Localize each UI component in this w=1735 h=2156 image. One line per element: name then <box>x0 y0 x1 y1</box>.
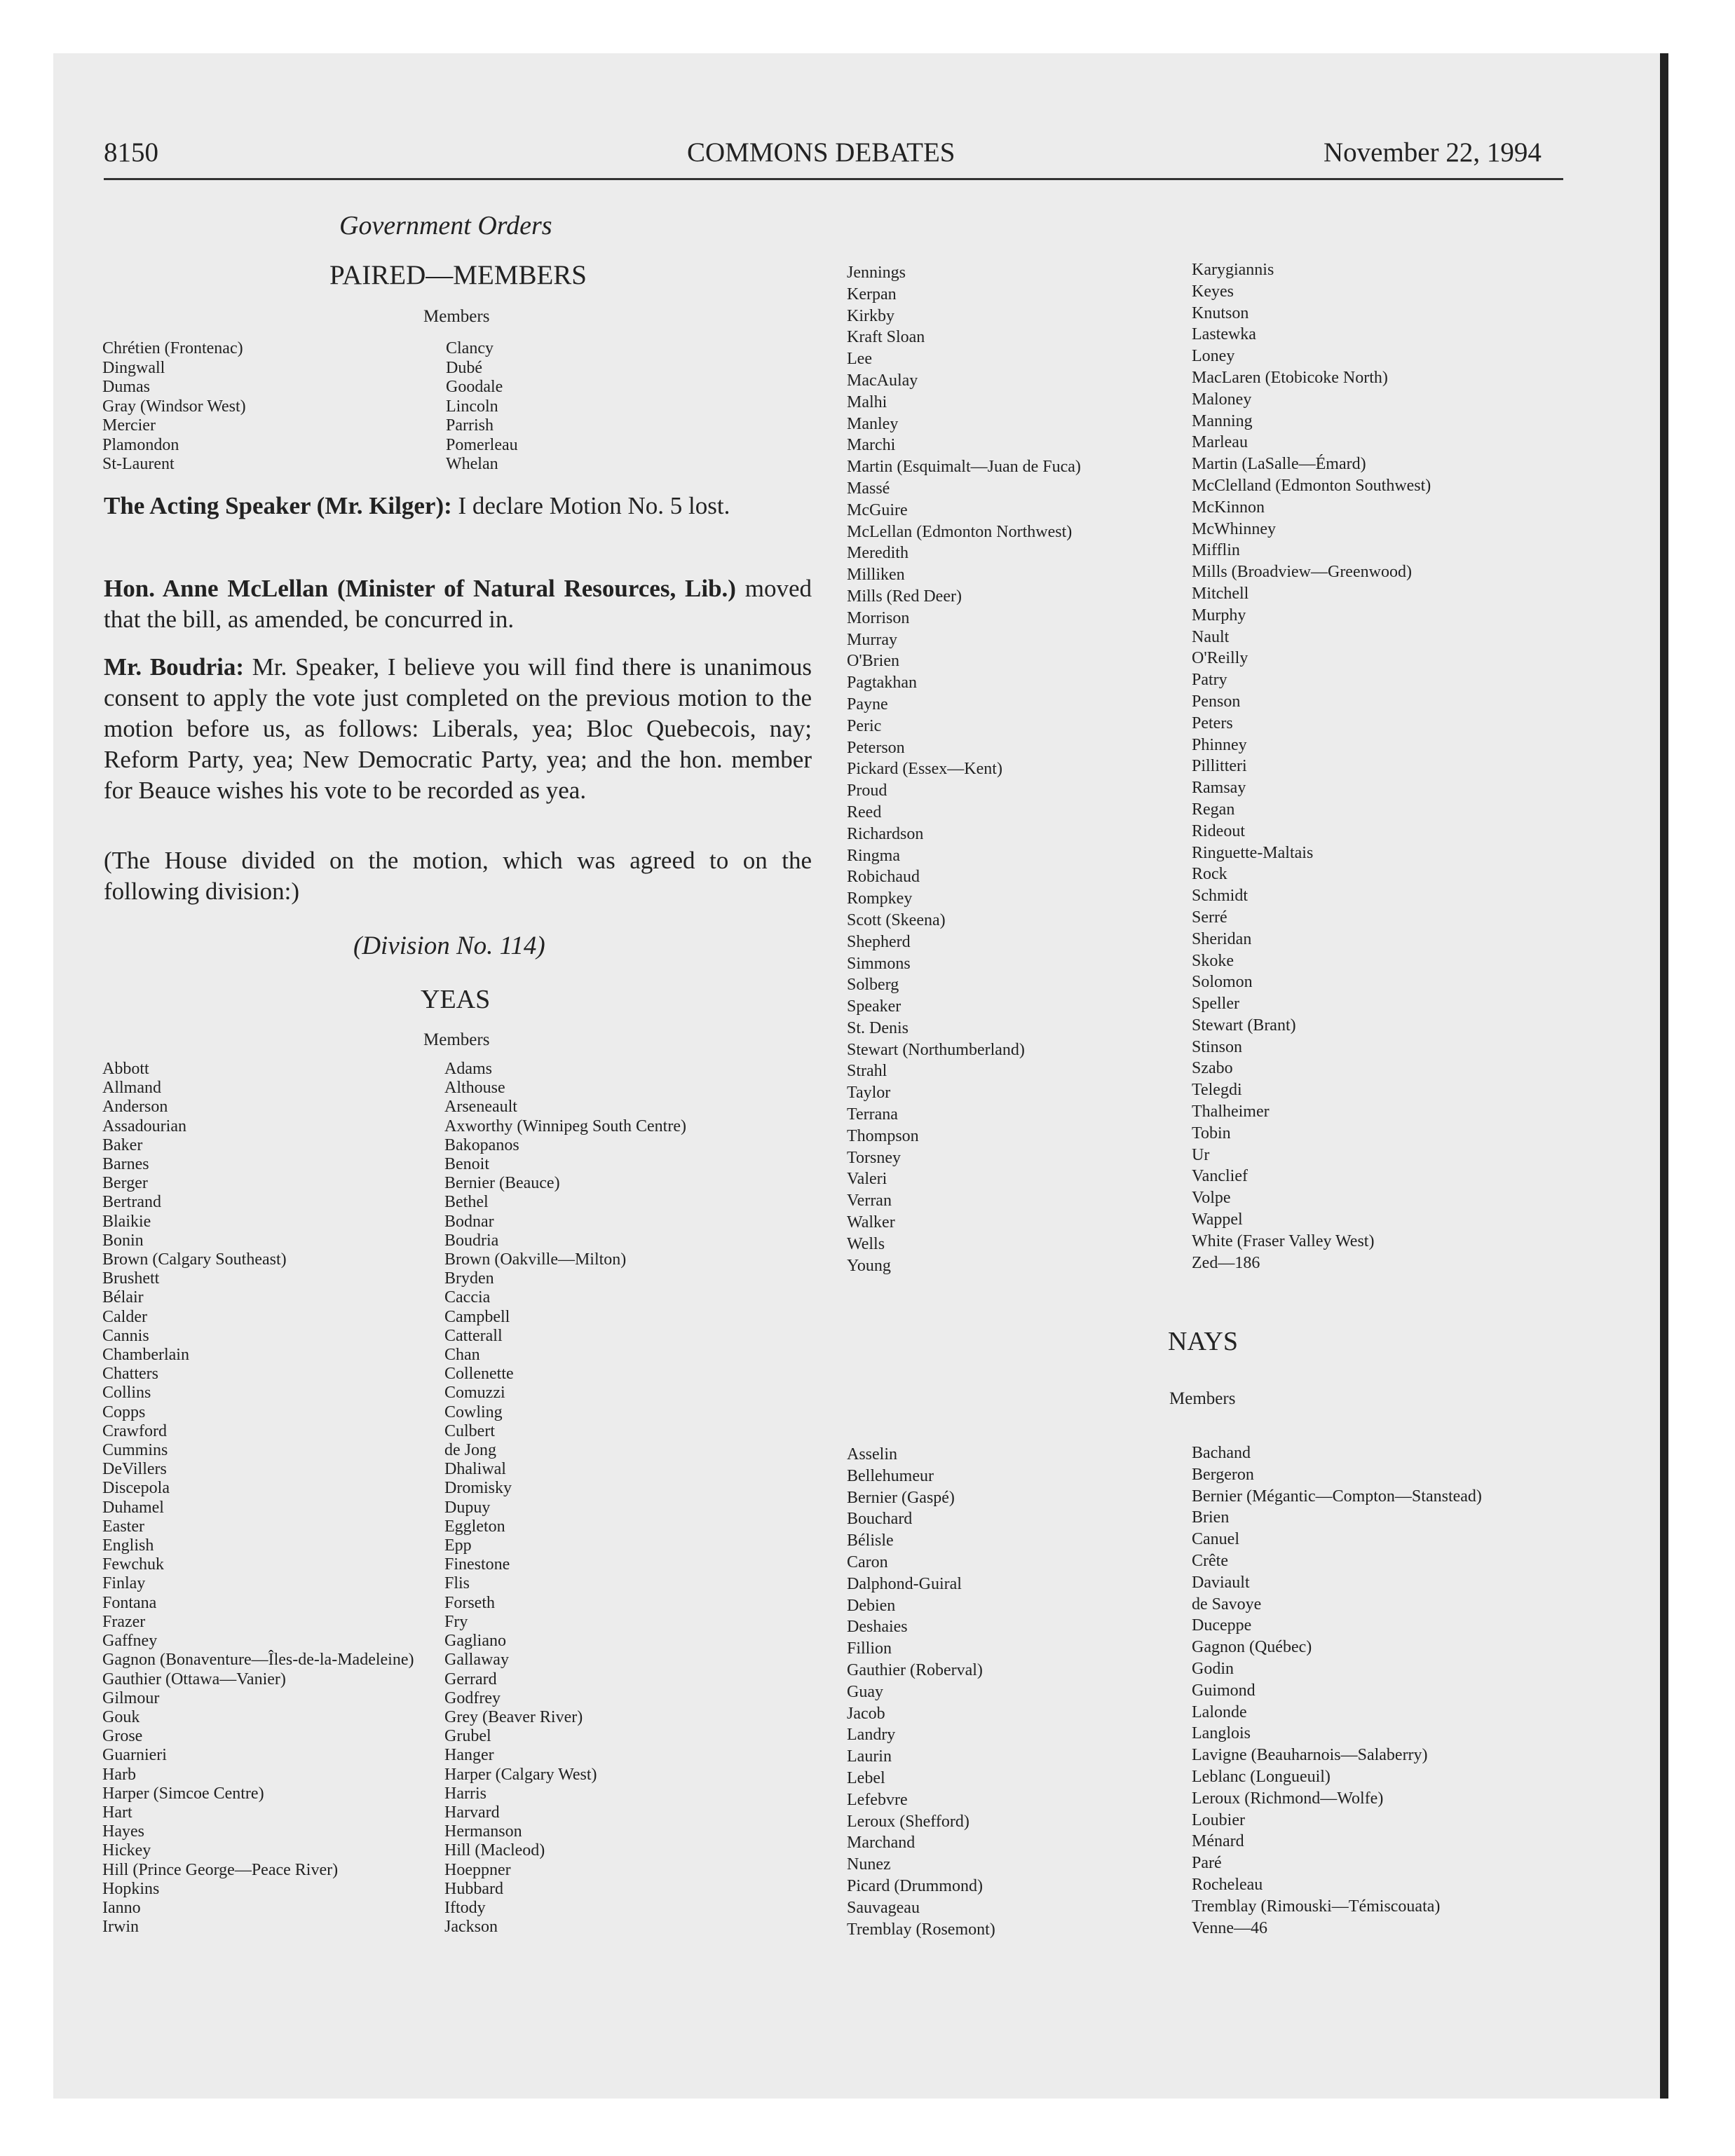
member-name: Patry <box>1192 671 1227 690</box>
member-name: Assadourian <box>102 1117 186 1135</box>
member-name: Solberg <box>847 976 899 995</box>
member-name: Lastewka <box>1192 325 1256 344</box>
member-name: Bélair <box>102 1288 144 1307</box>
member-name: Regan <box>1192 800 1235 819</box>
member-name: Jennings <box>847 264 906 282</box>
member-name: Iftody <box>444 1898 486 1917</box>
member-name: Manley <box>847 414 899 433</box>
member-name: St. Denis <box>847 1018 909 1037</box>
member-name: Rideout <box>1192 821 1245 840</box>
member-name: Skoke <box>1192 951 1234 970</box>
paragraph-mclellan <box>104 573 812 635</box>
member-name: Phinney <box>1192 735 1247 754</box>
member-name: Calder <box>102 1307 147 1326</box>
member-name: Discepola <box>102 1479 170 1498</box>
member-name: Grubel <box>444 1727 491 1746</box>
member-name: Axworthy (Winnipeg South Centre) <box>444 1117 686 1135</box>
member-name: Paré <box>1192 1854 1222 1873</box>
member-name: Hopkins <box>102 1879 160 1898</box>
member-name: Peric <box>847 716 882 735</box>
member-name: Thalheimer <box>1192 1103 1270 1121</box>
member-name: Karygiannis <box>1192 261 1274 279</box>
member-name: Chamberlain <box>102 1346 189 1365</box>
member-name: Zed—186 <box>1192 1253 1260 1272</box>
member-name: Hickey <box>102 1841 151 1860</box>
member-name: Ringma <box>847 846 900 865</box>
member-name: Godin <box>1192 1659 1234 1678</box>
member-name: Knutson <box>1192 303 1249 322</box>
member-name: Brown (Oakville—Milton) <box>444 1250 627 1269</box>
member-name: Schmidt <box>1192 887 1248 906</box>
member-name: Harper (Calgary West) <box>444 1765 597 1784</box>
yeas-col-4 <box>1192 259 1431 1274</box>
member-name: Catterall <box>444 1326 503 1345</box>
member-name: Vanclief <box>1192 1167 1248 1186</box>
paired-members-title: PAIRED—MEMBERS <box>329 260 587 290</box>
member-name: Epp <box>444 1536 472 1555</box>
member-name: White (Fraser Valley West) <box>1192 1231 1375 1250</box>
member-name: Langlois <box>1192 1724 1251 1743</box>
member-name: Ménard <box>1192 1832 1244 1851</box>
member-name: Verran <box>847 1192 892 1210</box>
member-name: Pomerleau <box>446 435 518 454</box>
member-name: Leblanc (Longueuil) <box>1192 1767 1331 1786</box>
member-name: Fewchuk <box>102 1555 164 1574</box>
member-name: Speaker <box>847 997 901 1016</box>
member-name: Hermanson <box>444 1822 522 1841</box>
member-name: Murray <box>847 630 897 649</box>
member-name: O'Reilly <box>1192 649 1248 668</box>
member-name: Bélisle <box>847 1531 894 1550</box>
member-name: Baker <box>102 1135 143 1154</box>
member-name: Landry <box>847 1726 896 1745</box>
member-name: Kerpan <box>847 285 897 303</box>
member-name: Pickard (Essex—Kent) <box>847 760 1002 779</box>
member-name: Duhamel <box>102 1498 164 1517</box>
member-name: Daviault <box>1192 1573 1250 1592</box>
member-name: Bouchard <box>847 1510 913 1529</box>
member-name: Hart <box>102 1803 132 1822</box>
member-name: Jacob <box>847 1704 885 1723</box>
member-name: Young <box>847 1256 891 1275</box>
member-name: Dhaliwal <box>444 1460 506 1479</box>
member-name: Gallaway <box>444 1651 509 1670</box>
member-name: Massé <box>847 479 890 498</box>
member-name: DeVillers <box>102 1460 167 1479</box>
member-name: Pillitteri <box>1192 757 1247 776</box>
member-name: Hanger <box>444 1746 494 1765</box>
member-name: Picard (Drummond) <box>847 1876 983 1895</box>
speech-text: I declare Motion No. 5 lost. <box>451 492 730 519</box>
member-name: Laurin <box>847 1747 892 1766</box>
member-name: Nault <box>1192 627 1230 646</box>
member-name: Mercier <box>102 416 156 435</box>
member-name: Godfrey <box>444 1688 501 1707</box>
paired-col-2 <box>446 339 518 475</box>
member-name: Tremblay (Rosemont) <box>847 1920 995 1939</box>
member-name: Fontana <box>102 1593 157 1612</box>
speaker-name: The Acting Speaker (Mr. Kilger): <box>104 492 452 519</box>
member-name: Barnes <box>102 1155 149 1174</box>
member-name: Harvard <box>444 1803 500 1822</box>
member-name: Chatters <box>102 1365 158 1384</box>
member-name: Crawford <box>102 1421 167 1440</box>
member-name: Taylor <box>847 1084 891 1103</box>
member-name: Bertrand <box>102 1193 161 1212</box>
nays-members-label: Members <box>1169 1389 1236 1408</box>
member-name: Speller <box>1192 995 1239 1014</box>
member-name: Fry <box>444 1612 468 1631</box>
member-name: Gilmour <box>102 1688 160 1707</box>
member-name: Loubier <box>1192 1810 1245 1829</box>
member-name: Boudria <box>444 1231 499 1250</box>
paragraph-acting-speaker <box>104 491 812 521</box>
member-name: Debien <box>847 1596 896 1615</box>
member-name: Gagnon (Bonaventure—Îles-de-la-Madeleine) <box>102 1651 414 1670</box>
member-name: Dumas <box>102 378 150 396</box>
member-name: Maloney <box>1192 390 1252 409</box>
member-name: Hubbard <box>444 1879 503 1898</box>
member-name: Hayes <box>102 1822 144 1841</box>
member-name: Plamondon <box>102 435 179 454</box>
member-name: Terrana <box>847 1105 898 1124</box>
member-name: Gagliano <box>444 1632 506 1651</box>
member-name: Morrison <box>847 608 910 627</box>
member-name: Campbell <box>444 1307 510 1326</box>
member-name: Grey (Beaver River) <box>444 1707 583 1726</box>
paragraph-division-note <box>104 845 812 907</box>
member-name: Eggleton <box>444 1517 505 1536</box>
member-name: Venne—46 <box>1192 1918 1267 1937</box>
member-name: Grose <box>102 1727 143 1746</box>
member-name: Harb <box>102 1765 136 1784</box>
member-name: Peterson <box>847 738 905 757</box>
member-name: McKinnon <box>1192 498 1265 517</box>
member-name: Bakopanos <box>444 1135 519 1154</box>
member-name: Marchi <box>847 436 896 455</box>
member-name: Leroux (Shefford) <box>847 1812 969 1831</box>
member-name: Peters <box>1192 714 1233 732</box>
member-name: Dubé <box>446 358 482 377</box>
member-name: MacLaren (Etobicoke North) <box>1192 368 1388 387</box>
header-rule <box>104 178 1563 180</box>
nays-col-1 <box>847 1444 995 1940</box>
member-name: Hill (Prince George—Peace River) <box>102 1860 339 1879</box>
member-name: Parrish <box>446 416 494 435</box>
member-name: Bernier (Gaspé) <box>847 1488 955 1507</box>
member-name: Mills (Broadview—Greenwood) <box>1192 563 1412 582</box>
section-title: Government Orders <box>339 211 552 240</box>
member-name: Anderson <box>102 1098 168 1117</box>
member-name: Wells <box>847 1234 885 1253</box>
member-name: Caron <box>847 1553 888 1571</box>
member-name: Gauthier (Ottawa—Vanier) <box>102 1670 286 1688</box>
nays-col-2 <box>1192 1442 1482 1939</box>
member-name: Stewart (Northumberland) <box>847 1040 1025 1059</box>
publication-title: COMMONS DEBATES <box>687 137 955 168</box>
speech-text: (The House divided on the motion, which was agreed to on the following division:) <box>104 847 812 905</box>
member-name: Guimond <box>1192 1681 1256 1700</box>
member-name: Abbott <box>102 1060 149 1078</box>
member-name: Murphy <box>1192 606 1246 625</box>
member-name: Bernier (Beauce) <box>444 1174 560 1193</box>
division-label: (Division No. 114) <box>353 932 545 960</box>
member-name: Benoit <box>444 1155 489 1174</box>
member-name: Rompkey <box>847 889 913 908</box>
member-name: Ringuette-Maltais <box>1192 843 1314 862</box>
member-name: Bethel <box>444 1193 489 1212</box>
member-name: Keyes <box>1192 282 1234 301</box>
member-name: Bodnar <box>444 1212 494 1231</box>
member-name: Milliken <box>847 566 905 585</box>
member-name: Meredith <box>847 544 909 563</box>
member-name: Forseth <box>444 1593 495 1612</box>
member-name: Manning <box>1192 411 1253 430</box>
member-name: Telegdi <box>1192 1081 1242 1100</box>
member-name: Malhi <box>847 393 887 411</box>
paired-col-1 <box>102 339 246 475</box>
member-name: Hoeppner <box>444 1860 511 1879</box>
member-name: Lalonde <box>1192 1703 1247 1721</box>
member-name: Gerrard <box>444 1670 497 1688</box>
member-name: Marleau <box>1192 433 1248 452</box>
member-name: Dromisky <box>444 1479 512 1498</box>
member-name: Allmand <box>102 1079 161 1098</box>
member-name: Clancy <box>446 339 494 357</box>
member-name: Finestone <box>444 1555 510 1574</box>
member-name: Serré <box>1192 908 1227 927</box>
member-name: Tremblay (Rimouski—Témiscouata) <box>1192 1897 1441 1916</box>
member-name: Ramsay <box>1192 779 1246 798</box>
member-name: Whelan <box>446 455 498 473</box>
member-name: Guarnieri <box>102 1746 167 1765</box>
member-name: Blaikie <box>102 1212 151 1231</box>
member-name: Walker <box>847 1213 895 1232</box>
member-name: Mills (Red Deer) <box>847 587 962 606</box>
member-name: de Jong <box>444 1441 496 1460</box>
member-name: Torsney <box>847 1148 901 1167</box>
member-name: McLellan (Edmonton Northwest) <box>847 522 1073 541</box>
member-name: Sauvageau <box>847 1898 920 1917</box>
member-name: Gauthier (Roberval) <box>847 1660 983 1679</box>
member-name: Leroux (Richmond—Wolfe) <box>1192 1789 1384 1808</box>
member-name: Flis <box>444 1574 470 1593</box>
paragraph-boudria <box>104 652 812 806</box>
member-name: Ianno <box>102 1898 141 1917</box>
member-name: Kirkby <box>847 306 894 325</box>
page-number: 8150 <box>104 137 158 168</box>
member-name: Caccia <box>444 1288 491 1307</box>
member-name: Cowling <box>444 1403 503 1421</box>
member-name: Solomon <box>1192 973 1253 992</box>
member-name: Cummins <box>102 1441 168 1460</box>
member-name: Jackson <box>444 1918 498 1937</box>
member-name: St-Laurent <box>102 455 175 473</box>
member-name: Goodale <box>446 378 503 396</box>
speech-text: Mr. Speaker, I believe you will find there is unanimous consent to apply the vote just completed on the previous motion to the motion before us, as follows: Liberals, yea; Bloc Quebecois, nay; Reform Party, yea; New Democratic Party, yea; and the hon. member for Beauce wishes his vote to be recorded as yea. <box>104 653 812 804</box>
member-name: Bryden <box>444 1269 494 1288</box>
member-name: Marchand <box>847 1834 916 1853</box>
member-name: Gouk <box>102 1707 140 1726</box>
member-name: Kraft Sloan <box>847 328 925 347</box>
member-name: Deshaies <box>847 1618 908 1637</box>
member-name: Mitchell <box>1192 584 1249 603</box>
member-name: Rock <box>1192 865 1227 884</box>
member-name: Dupuy <box>444 1498 491 1517</box>
member-name: Lincoln <box>446 397 498 416</box>
member-name: Scott (Skeena) <box>847 910 946 929</box>
member-name: McClelland (Edmonton Southwest) <box>1192 476 1431 495</box>
member-name: Arseneault <box>444 1098 517 1117</box>
yeas-col-1 <box>102 1060 414 1937</box>
speaker-name: Mr. Boudria: <box>104 653 245 681</box>
member-name: Proud <box>847 782 887 800</box>
yeas-title: YEAS <box>421 985 491 1014</box>
member-name: Strahl <box>847 1062 887 1081</box>
member-name: Brushett <box>102 1269 160 1288</box>
member-name: Lefebvre <box>847 1790 908 1809</box>
member-name: Adams <box>444 1060 492 1078</box>
member-name: Harper (Simcoe Centre) <box>102 1784 264 1803</box>
paired-members-label: Members <box>423 307 490 326</box>
member-name: Berger <box>102 1174 148 1193</box>
member-name: Bonin <box>102 1231 144 1250</box>
scan-edge-shadow <box>1660 53 1668 2099</box>
member-name: Nunez <box>847 1855 891 1874</box>
member-name: Easter <box>102 1517 144 1536</box>
yeas-col-2 <box>444 1060 686 1937</box>
member-name: Asselin <box>847 1445 897 1464</box>
member-name: Finlay <box>102 1574 146 1593</box>
member-name: Dalphond-Guiral <box>847 1574 962 1593</box>
member-name: Bellehumeur <box>847 1466 934 1485</box>
member-name: Simmons <box>847 954 911 973</box>
member-name: Stewart (Brant) <box>1192 1016 1296 1035</box>
member-name: Crête <box>1192 1551 1228 1570</box>
member-name: Sheridan <box>1192 929 1252 948</box>
nays-title: NAYS <box>1168 1327 1238 1356</box>
member-name: Brien <box>1192 1508 1230 1527</box>
member-name: Pagtakhan <box>847 674 917 692</box>
member-name: Payne <box>847 695 888 714</box>
member-name: Collenette <box>444 1365 514 1384</box>
member-name: English <box>102 1536 154 1555</box>
publication-date: November 22, 1994 <box>1324 137 1542 168</box>
member-name: Thompson <box>847 1126 919 1145</box>
member-name: Althouse <box>444 1079 505 1098</box>
member-name: O'Brien <box>847 652 899 671</box>
member-name: Penson <box>1192 692 1241 711</box>
member-name: Collins <box>102 1384 151 1403</box>
member-name: Stinson <box>1192 1037 1243 1056</box>
member-name: McGuire <box>847 500 908 519</box>
member-name: Comuzzi <box>444 1384 505 1403</box>
member-name: Wappel <box>1192 1210 1243 1229</box>
member-name: Canuel <box>1192 1530 1239 1549</box>
member-name: Copps <box>102 1403 146 1421</box>
member-name: Fillion <box>847 1639 892 1658</box>
member-name: Robichaud <box>847 868 920 887</box>
member-name: Loney <box>1192 347 1235 366</box>
member-name: Gagnon (Québec) <box>1192 1638 1312 1657</box>
member-name: Brown (Calgary Southeast) <box>102 1250 287 1269</box>
member-name: Hill (Macleod) <box>444 1841 545 1860</box>
member-name: de Savoye <box>1192 1595 1262 1613</box>
speech-text: moved that the bill, as amended, be concurred in. <box>104 575 812 633</box>
member-name: Harris <box>444 1784 487 1803</box>
member-name: Richardson <box>847 824 924 843</box>
yeas-members-label: Members <box>423 1030 490 1049</box>
member-name: Culbert <box>444 1421 495 1440</box>
member-name: Cannis <box>102 1326 149 1345</box>
member-name: Gaffney <box>102 1632 158 1651</box>
yeas-col-3 <box>847 262 1081 1276</box>
member-name: Chan <box>444 1346 480 1365</box>
member-name: Rocheleau <box>1192 1875 1263 1894</box>
member-name: Ur <box>1192 1145 1210 1164</box>
member-name: Dingwall <box>102 358 165 377</box>
member-name: Lavigne (Beauharnois—Salaberry) <box>1192 1746 1428 1765</box>
member-name: Bachand <box>1192 1444 1251 1462</box>
member-name: Frazer <box>102 1612 146 1631</box>
member-name: Szabo <box>1192 1059 1233 1078</box>
member-name: Shepherd <box>847 932 911 951</box>
member-name: Reed <box>847 803 882 821</box>
member-name: Irwin <box>102 1918 139 1937</box>
member-name: McWhinney <box>1192 519 1276 538</box>
member-name: Tobin <box>1192 1124 1231 1142</box>
member-name: Guay <box>847 1682 883 1701</box>
member-name: Mifflin <box>1192 541 1240 560</box>
member-name: Gray (Windsor West) <box>102 397 246 416</box>
member-name: Duceppe <box>1192 1616 1252 1635</box>
member-name: Martin (Esquimalt—Juan de Fuca) <box>847 458 1081 477</box>
member-name: Valeri <box>847 1170 887 1189</box>
member-name: Volpe <box>1192 1189 1231 1208</box>
member-name: Chrétien (Frontenac) <box>102 339 243 357</box>
member-name: Bergeron <box>1192 1465 1254 1484</box>
member-name: MacAulay <box>847 371 918 390</box>
member-name: Lebel <box>847 1768 885 1787</box>
member-name: Lee <box>847 350 872 369</box>
member-name: Martin (LaSalle—Émard) <box>1192 455 1366 474</box>
speaker-name: Hon. Anne McLellan (Minister of Natural Resources, Lib.) <box>104 575 736 602</box>
member-name: Bernier (Mégantic—Compton—Stanstead) <box>1192 1487 1482 1506</box>
